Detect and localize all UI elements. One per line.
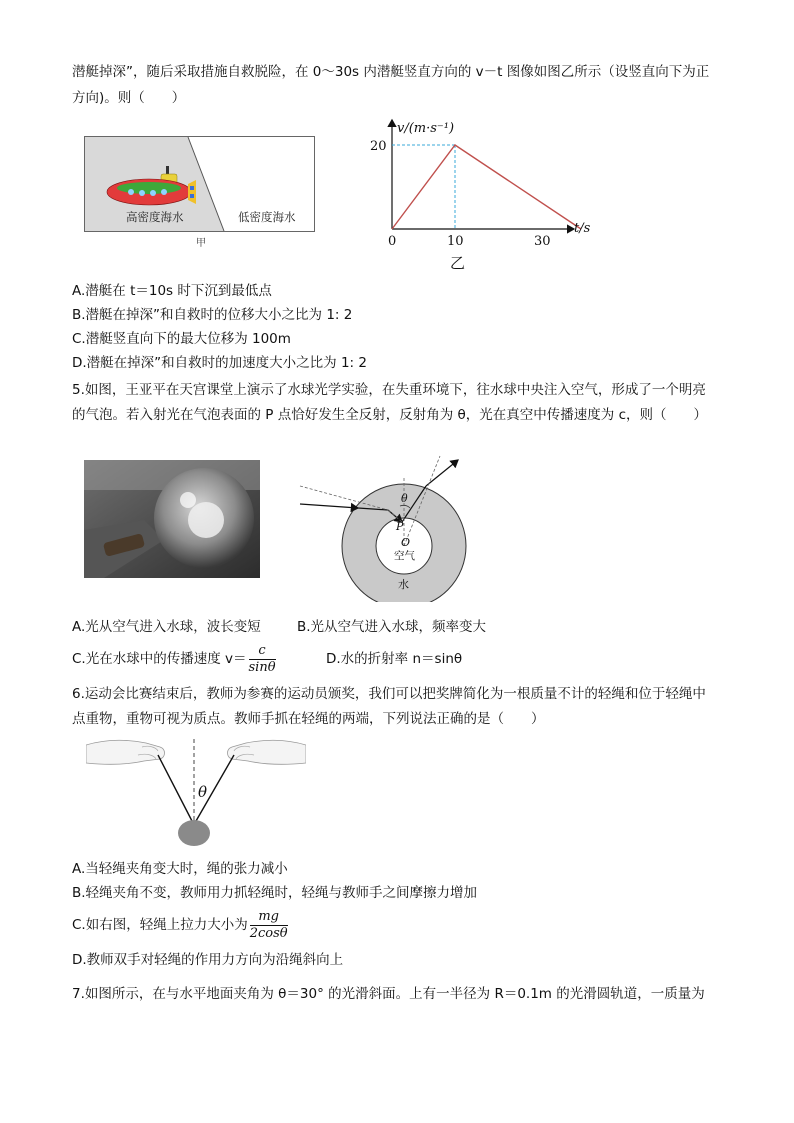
point-p-label: P [396,520,404,533]
figure-yi-caption: 乙 [450,254,466,272]
q6-stem-1: 6.运动会比赛结束后，教师为参赛的运动员颁奖，我们可以把奖牌简化为一根质量不计的轻绳和位于轻绳中 [72,686,706,702]
q5-option-a: A.光从空气进入水球，波长变短 [72,619,261,635]
air-label: 空气 [394,550,415,562]
q6-option-c-fraction: $\frac{mg}{2\cos\theta}$ [249,908,288,941]
bubble-diagram [292,446,502,602]
x-tick-10: 10 [447,234,464,249]
q7-stem-1: 7.如图所示，在与水平地面夹角为 θ＝30° 的光滑斜面。上有一半径为 R＝0.1m 的光滑圆轨道，一质量为 [72,986,705,1002]
vt-graph [362,114,602,274]
q5-option-c [72,642,278,676]
q5-stem-2: 的气泡。若入射光在气泡表面的 P 点恰好发生全反射，反射角为 θ，光在真空中传播速度为 c，则（ ） [72,407,707,423]
vt-series-line [392,145,581,229]
point-o-label: O [401,536,411,549]
left-hand-icon [86,740,165,764]
y-tick-20: 20 [370,139,387,154]
weight [178,820,210,846]
q4-option-c: C.潜艇竖直向下的最大位移为 100m [72,331,291,347]
figure-jia-caption: 甲 [196,238,206,248]
y-axis-label: v/(m·s⁻¹) [397,121,455,136]
q6-option-b: B.轻绳夹角不变，教师用力抓轻绳时，轻绳与教师手之间摩擦力增加 [72,885,478,901]
figure-submarine [84,136,316,248]
q4-option-b: B.潜艇在掉深”和自救时的位移大小之比为 1: 2 [72,307,353,323]
q6-option-c [72,908,290,942]
theta-label-q6: θ [198,783,208,801]
x-tick-30: 30 [534,234,551,249]
low-density-label: 低密度海水 [238,210,296,224]
right-hand-icon [228,740,307,764]
q6-option-d: D.教师双手对轻绳的作用力方向为沿绳斜向上 [72,952,344,968]
q6-option-c-prefix: C.如右图，轻绳上拉力大小为 [72,917,248,933]
q5-option-c-prefix: C.光在水球中的传播速度 v＝ [72,651,247,667]
water-label: 水 [398,578,409,591]
medal-rope-diagram [86,737,306,849]
q5-stem-1: 5.如图，王亚平在天宫课堂上演示了水球光学实验，在失重环境下，往水球中央注入空气，形成了一个明亮 [72,382,706,398]
x-tick-0: 0 [388,234,397,249]
intro-line-1: 潜艇掉深”，随后采取措施自救脱险，在 0～30s 内潜艇竖直方向的 v－t 图像如图乙所示（设竖直向下为正 [72,64,710,80]
q4-option-d: D.潜艇在掉深”和自救时的加速度大小之比为 1: 2 [72,355,367,371]
q5-option-b: B.光从空气进入水球，频率变大 [297,619,487,635]
x-axis-label: t/s [574,221,591,236]
q5-option-d: D.水的折射率 n＝sinθ [326,651,463,667]
q6-option-a: A.当轻绳夹角变大时，绳的张力减小 [72,861,288,877]
theta-label-q5: θ [401,492,408,505]
high-density-label: 高密度海水 [126,210,184,224]
q6-stem-2: 点重物，重物可视为质点。教师手抓在轻绳的两端，下列说法正确的是（ ） [72,711,545,727]
q4-option-a: A.潜艇在 t＝10s 时下沉到最低点 [72,283,272,299]
q5-option-c-fraction: $\frac{c}{\sin\theta}$ [248,642,276,675]
intro-line-2: 方向)。则（ ） [72,90,186,106]
water-ball-photo [84,460,260,578]
